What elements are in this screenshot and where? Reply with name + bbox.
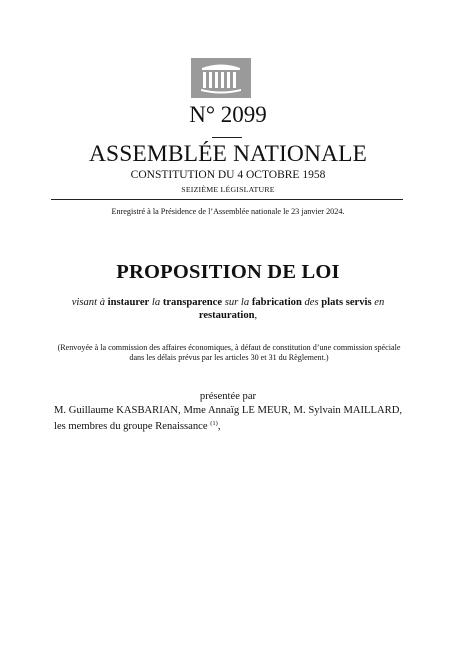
subtitle-part: visant à — [71, 297, 105, 308]
subtitle-part: fabrication — [251, 297, 302, 308]
authors-text: M. Guillaume KASBARIAN, Mme Annaïg LE MEUR, M. Sylvain MAILLARD, les membres du groupe Renaissance — [54, 405, 402, 432]
authors-end: , — [217, 421, 221, 432]
short-divider — [212, 137, 242, 138]
subtitle-part: , — [254, 310, 258, 321]
constitution-line: CONSTITUTION DU 4 OCTOBRE 1958 — [130, 169, 326, 181]
assembly-name: ASSEMBLÉE NATIONALE — [88, 141, 367, 167]
assemblee-nationale-logo-icon — [191, 58, 251, 98]
subtitle-part: des — [304, 297, 319, 308]
subtitle-part: instaurer — [107, 297, 150, 308]
document-number: N° 2099 — [189, 102, 267, 127]
subtitle-part: plats servis — [321, 297, 372, 308]
header-divider — [51, 199, 403, 200]
footnote-reference: (1) — [210, 420, 218, 427]
presented-by-label: présentée par — [199, 391, 257, 402]
authors-list — [54, 404, 402, 433]
document-subtitle — [54, 296, 402, 322]
subtitle-part: en — [374, 297, 385, 308]
registration-note: Enregistré à la Présidence de l’Assemblée nationale le 23 janvier 2024. — [111, 207, 345, 216]
subtitle-part: transparence — [162, 297, 223, 308]
referral-note: (Renvoyée à la commission des affaires économiques, à défaut de constitution d’une commission spéciale dans les délais prévus par les articles 30 et 31 du Règlement.) — [57, 343, 401, 362]
subtitle-part: la — [151, 297, 161, 308]
document-title: PROPOSITION DE LOI — [116, 261, 340, 283]
subtitle-part: restauration — [198, 310, 255, 321]
subtitle-part: sur la — [224, 297, 250, 308]
legislature-line: SEIZIÈME LÉGISLATURE — [181, 185, 275, 194]
